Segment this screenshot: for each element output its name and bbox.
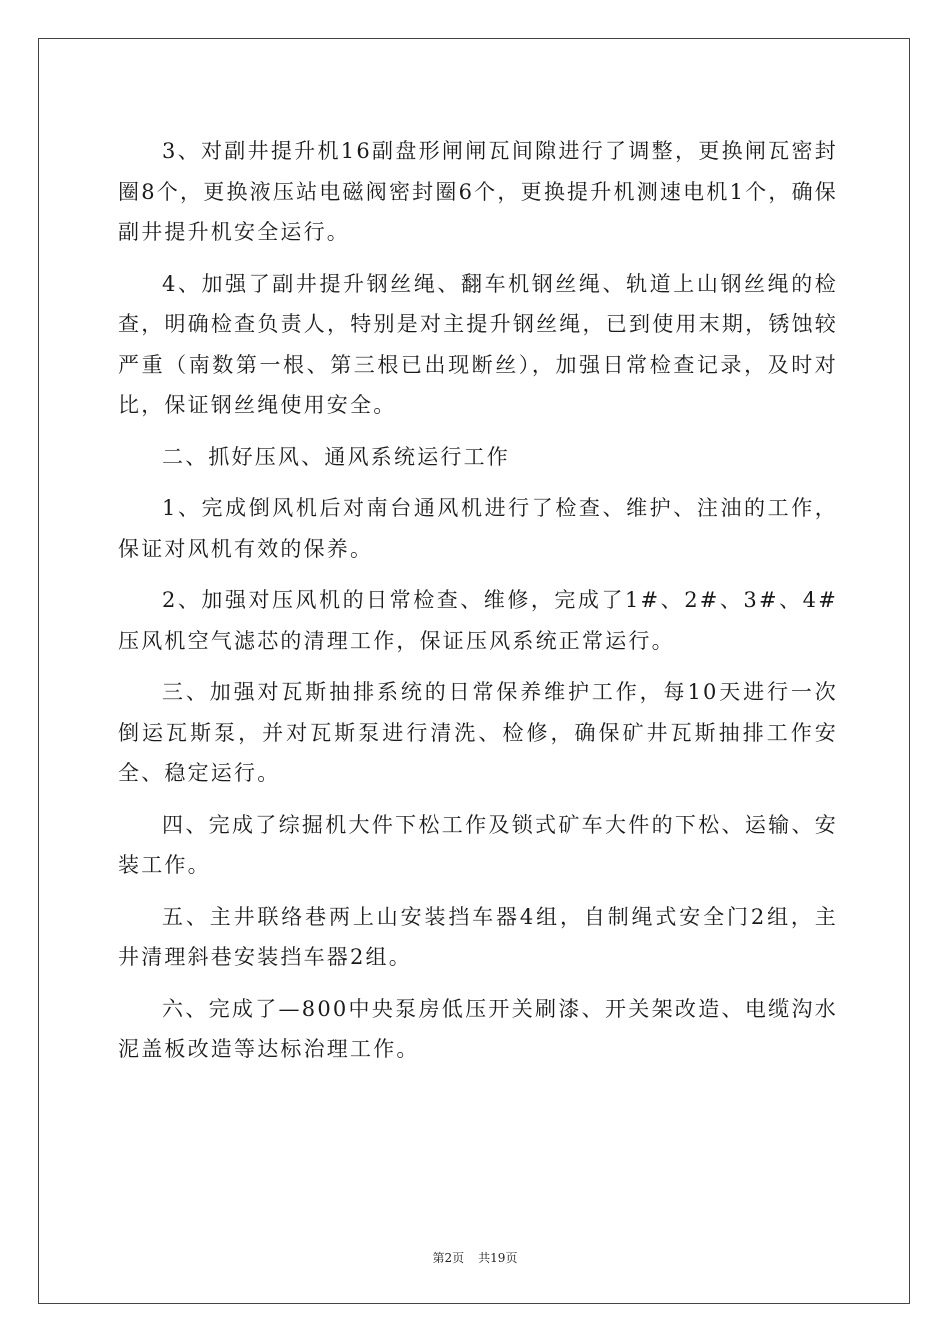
paragraph: 2、加强对压风机的日常检查、维修，完成了1#、2#、3#、4#压风机空气滤芯的清理工作，保证压风系统正常运行。 [118, 588, 838, 653]
document-body [118, 131, 838, 1081]
paragraph: 3、对副井提升机16副盘形闸闸瓦间隙进行了调整，更换闸瓦密封圈8个，更换液压站电磁阀密封圈6个，更换提升机测速电机1个，确保副井提升机安全运行。 [118, 139, 838, 244]
paragraph: 4、加强了副井提升钢丝绳、翻车机钢丝绳、轨道上山钢丝绳的检查，明确检查负责人，特别是对主提升钢丝绳，已到使用末期，锈蚀较严重（南数第一根、第三根已出现断丝），加强日常检查记录，及时对比，保证钢丝绳使用安全。 [118, 271, 838, 417]
section-heading: 二、抓好压风、通风系统运行工作 [162, 444, 510, 469]
paragraph: 三、加强对瓦斯抽排系统的日常保养维护工作，每10天进行一次倒运瓦斯泵，并对瓦斯泵进行清洗、检修，确保矿井瓦斯抽排工作安全、稳定运行。 [118, 680, 838, 785]
page-number: 第2页 [432, 1251, 465, 1265]
page-footer [0, 1249, 950, 1266]
paragraph: 四、完成了综掘机大件下松工作及锁式矿车大件的下松、运输、安装工作。 [118, 812, 838, 877]
paragraph: 五、主井联络巷两上山安装挡车器4组，自制绳式安全门2组，主井清理斜巷安装挡车器2组。 [118, 904, 838, 969]
page-total: 共19页 [478, 1251, 518, 1265]
paragraph: 1、完成倒风机后对南台通风机进行了检查、维护、注油的工作，保证对风机有效的保养。 [118, 496, 838, 561]
paragraph: 六、完成了—800中央泵房低压开关刷漆、开关架改造、电缆沟水泥盖板改造等达标治理工作。 [118, 996, 838, 1061]
